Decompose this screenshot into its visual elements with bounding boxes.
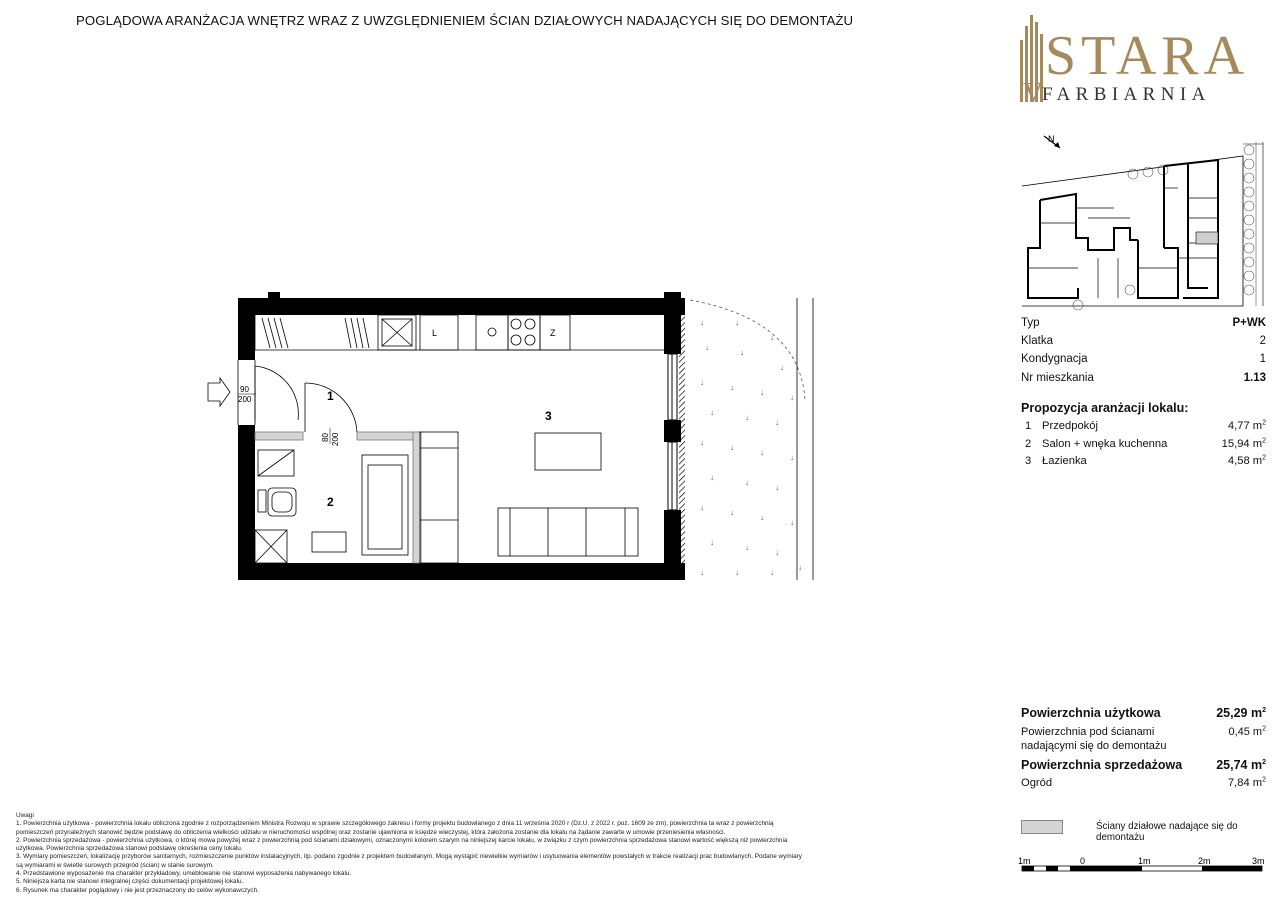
kitchen-counter (255, 315, 664, 350)
legend-label: Ściany działowe nadające się do demontażu (1096, 821, 1238, 843)
svg-text:↓: ↓ (730, 508, 734, 517)
notes: Uwagi 1. Powierzchnia użytkowa - powierzchnia lokalu obliczona zgodnie z rozporządzeniem Ministra Rozwoju w sprawie szczegółowego zakresu i formy projektu budowlanego z dnia 11 września 2020 r (Dz.U. z 2022 r. poz. 1609 ze zm), powierzchnia ta wraz z powierzchnią pomieszczeń przynależnych stanowić będzie podstawę do obliczenia wielkości udziału w nieruchomości wspólnej oraz zostanie ujawniona w księdze wieczystej, która założona zostanie dla lokalu na żądanie zawarte w umowie przeniesienia własności. 2. Powierzchnia sprzedażowa - powierzchnia użytkowa, o której mowa powyżej wraz z powierzchnią pod ścianami działowymi, oznaczonymi kolorem szarym na niniejszej karcie lokalu, w związku z czym powierzchnia sprzedażowa stanowi wartość większą niż powierzchnia użytkowa. Powierzchnia sprzedażowa stanowi podstawę określenia ceny lokalu. 3. Wymiary pomieszczeń, lokalizację przyborów sanitarnych, rozmieszczenie punktów instalacyjnych, itp. podano zgodnie z projektem budowlanym. Mogą wystąpić niewielkie wymiarów i usytuowania elementów powstałych w trakcie realizacji prac budowlanych. Podane wymiary są wymiarami w świetle surowych przegród (ścian) w stanie surowym. 4. Przedstawione wyposażenie ma charakter przykładowy, umeblowanie nie stanowi wyposażenia nabywanego lokalu. 5. Niniejsza karta nie stanowi integralnej części dokumentacji projektowej lokalu. 6. Rysunek ma charakter poglądowy i nie jest przeznaczony do celów wykonawczych. (16, 812, 802, 894)
room-row: 1 Przedpokój 4,77 $m^2$ (1025, 419, 1266, 432)
floor-plan (200, 285, 825, 590)
svg-text:↓: ↓ (700, 568, 704, 577)
room-label: 2 (327, 495, 334, 509)
demountable-walls (255, 432, 421, 563)
scale-label: 3m (1252, 856, 1265, 866)
scale-label: 0 (1080, 856, 1086, 866)
room-label: 1 (327, 389, 334, 403)
living-furniture (420, 432, 638, 563)
info-row-staircase: Klatka 2 (1021, 335, 1266, 347)
door-entry-width: 90 (240, 385, 249, 394)
svg-text:↓: ↓ (790, 453, 794, 462)
svg-text:↓: ↓ (700, 503, 704, 512)
exterior-walls (238, 292, 685, 580)
north-label: N (1048, 134, 1055, 144)
svg-text:↓: ↓ (790, 393, 794, 402)
svg-text:↓: ↓ (710, 473, 714, 482)
walls-area-row: Powierzchnia pod ścianami nadającymi się do demontażu 0,45 $m^2$ (1021, 725, 1266, 752)
svg-text:↓: ↓ (700, 438, 704, 447)
page-title: POGLĄDOWA ARANŻACJA WNĘTRZ WRAZ Z UWZGLĘDNIENIEM ŚCIAN DZIAŁOWYCH NADAJĄCYCH SIĘ DO DEMONTAŻU (76, 13, 854, 28)
svg-text:↓: ↓ (745, 543, 749, 552)
svg-text:↓: ↓ (775, 418, 779, 427)
entry-arrow-icon (208, 378, 230, 406)
sale-area-row: Powierzchnia sprzedażowa 25,74 $m^2$ (1021, 758, 1266, 772)
svg-text:↓: ↓ (780, 363, 784, 372)
svg-text:↓: ↓ (700, 318, 704, 327)
door-entry-height: 200 (238, 395, 252, 404)
room-row: 2 Salon + wnęka kuchenna 15,94 $m^2$ (1025, 437, 1266, 450)
logo-initial: V (1023, 78, 1044, 107)
info-row-type: Typ P+WK (1021, 317, 1266, 329)
scale-bar (1018, 854, 1268, 880)
scale-label: 1m (1018, 856, 1031, 866)
logo-line2: FARBIARNIA (1042, 84, 1211, 105)
svg-text:↓: ↓ (745, 478, 749, 487)
svg-text:↓: ↓ (770, 333, 774, 342)
legend-swatch (1021, 820, 1063, 834)
svg-text:↓: ↓ (770, 568, 774, 577)
svg-text:↓: ↓ (705, 343, 709, 352)
svg-text:↓: ↓ (700, 378, 704, 387)
svg-text:↓: ↓ (760, 388, 764, 397)
svg-text:↓: ↓ (775, 483, 779, 492)
door-bath-width: 80 (321, 433, 330, 442)
svg-text:↓: ↓ (760, 448, 764, 457)
svg-text:↓: ↓ (730, 443, 734, 452)
garden-area-row: Ogród 7,84 $m^2$ (1021, 776, 1266, 789)
svg-text:↓: ↓ (735, 318, 739, 327)
room-row: 3 Łazienka 4,58 $m^2$ (1025, 454, 1266, 467)
info-row-apartment-number: Nr mieszkania 1.13 (1021, 372, 1266, 384)
rooms-heading: Propozycja aranżacji lokalu: (1021, 401, 1189, 415)
scale-label: 1m (1138, 856, 1151, 866)
room-label: 3 (545, 409, 552, 423)
svg-text:↓: ↓ (735, 568, 739, 577)
door-bath-height: 200 (331, 432, 340, 446)
svg-text:↓: ↓ (710, 538, 714, 547)
garden-area (679, 298, 813, 580)
kitchen-letter: Z (550, 328, 556, 338)
kitchen-letter: L (432, 328, 438, 338)
svg-text:↓: ↓ (730, 383, 734, 392)
info-row-floor: Kondygnacja 1 (1021, 353, 1266, 365)
site-plan (1018, 128, 1268, 313)
svg-text:↓: ↓ (790, 518, 794, 527)
svg-text:↓: ↓ (760, 513, 764, 522)
svg-text:↓: ↓ (798, 563, 802, 572)
logo-line1: STARA (1045, 25, 1250, 87)
usable-area-row: Powierzchnia użytkowa 25,29 $m^2$ (1021, 706, 1266, 720)
apartment-location-marker (1196, 232, 1218, 244)
svg-text:↓: ↓ (745, 413, 749, 422)
scale-label: 2m (1198, 856, 1211, 866)
svg-text:↓: ↓ (775, 548, 779, 557)
svg-text:↓: ↓ (710, 408, 714, 417)
svg-text:↓: ↓ (740, 348, 744, 357)
stara-farbiarnia-logo (1015, 12, 1270, 107)
